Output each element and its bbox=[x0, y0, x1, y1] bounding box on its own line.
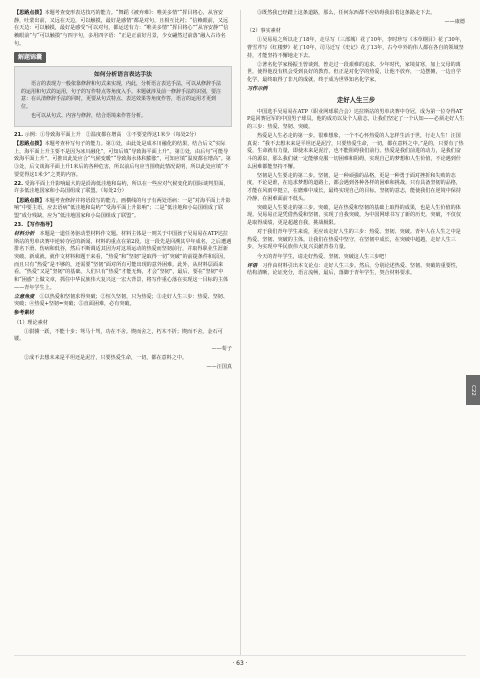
question-21-answer: 示例：①导致海平面上升 ②温度都在增高 ③不要觉得这1米少（每处2分） bbox=[24, 131, 200, 138]
tip-box bbox=[14, 66, 232, 127]
essay-paragraph-1: 中国选手吴易易在ATP（职业网球联合会）达拉斯站的男单决赛中夺冠，成为第一位夺得ATP巡回赛冠军的中国男子球员。他的成功以及个人励志，让我们坚定了一个认知——必须走好人生的三步：热爱、坚韧、突破。 bbox=[247, 108, 465, 130]
material-analysis-text: 本题是一道任务驱动型材料作文题。材料主体是一则关于中国孩子吴易易在ATP达拉斯站的男单决赛中逆转夺冠的新闻，材料的重点在第2段。这一段先是回溯其早年成名，之后遭遇排名下滑、伤病和低谷，然后不断调适其因为对这项运动的热爱而坚韧前行，并取得职业生涯新突破、新成就。就作文材料和题干来看，“热爱”和“坚韧”是取得一切“突破”的前提条件和原因，而且只有“热爱”是不够的，还需要“坚韧”面对所有可能出现的意外困难。此外，从材料层面来看，“热爱”又是“坚韧”的基础。人们只有“热爱”才能无悔，才会“坚韧”，最后，要在“坚韧”中和“困惑”上做文章，抓住中华民族伟大复兴这一宏大背景，将写作重心落在实现这一目标的主体——青年学生上。 bbox=[14, 231, 232, 291]
essay-paragraph-4: 突破是人生要走的第三步。突破，是在热爱和坚韧的基础上取得的成果，也是人生价值的体现。吴易易正是凭借热爱和坚韧，实现了自我突破，为中国网球书写了新的历史。突破，不仅仅是取得成绩，更是超越自我，挑战极限。 bbox=[247, 204, 461, 226]
question-22-answer: 受海平面上升影响最大的是沿海低洼地和岛屿，所以在一些应对气候变化的国际谈判里面，许多低洼地国家和小岛国组成了联盟。（每处2分） bbox=[14, 180, 229, 195]
sample-essay-tag: 习作示例 bbox=[247, 86, 268, 93]
comment bbox=[247, 263, 465, 278]
question-21-tag: 【思路点拨】 bbox=[14, 141, 45, 148]
quote-1-source: ——荀子 bbox=[211, 345, 232, 352]
essay-title: 走好人生三步 bbox=[336, 95, 376, 104]
fact-2: ②著名化学家杨振玉曾谈到，曾走过一段艰难的追求，少年时代，家境贫寒，加上父母的离世，使得他没有机会受到良好的教育。但正是对化学的热爱，让他不放弃，一边摆摊，一边自学化学，最终取得了非凡的成就，终于成为世界知名化学家。 bbox=[247, 61, 461, 84]
question-22-expl-text: 本题考查修辞并将语段写的能力。画横线的句子有两处语病：一是“对海平面上升影响”中要主语，应去语病“低洼地和岛屿”“受海平面上升影响”；二是“低洼地和小岛国组成了联盟”成分残缺，应为“低洼地国家和小岛国组成了联盟”。 bbox=[14, 197, 231, 219]
question-21-expl-text: 本题考查补写句子的能力。第①处，由此处是成本川融化的结果，结合后文“实际上，海平面上升主要不是因为冰川融化”，可知后填“导致海平面上升”。第②处，由后句“可能导致海平面上升”，可推出此处应合“气候变暖”“导致海水体积膨胀”，可知应填“温度都在增高”。第③处，后文谈海平面上升1米后的各种危害，所以前后句应当围绕此情况说明，所以此处应填“不要觉得这1米少”之类的内容。 bbox=[14, 141, 231, 178]
right-column bbox=[247, 10, 465, 279]
thesis-angles bbox=[14, 294, 232, 309]
side-tab: C22 bbox=[466, 375, 480, 405]
analysis-text: 本题考查变形表达技巧的能力。“舞蹈《被弃难》：唯美多情”“挥目将心，从容安静，吐蒙出前，又远在天边，可以触摸，最好是感情”都是对句，且相互比衬；“信赖眼前，又远在天边：可以触摸，最好是感受”可以对句，都运送有力：“唯美多情”“挥目将心”“从容安静”“信赖眼前”与“可以触摸”与四字句，多用四字语：“正是正前好月景，少女翩然过前落”融入古诗名句。 bbox=[14, 10, 229, 47]
question-22 bbox=[14, 181, 232, 196]
question-21 bbox=[14, 132, 232, 140]
question-23-head: 【写作指导】 bbox=[24, 221, 56, 228]
bottom-rule bbox=[14, 655, 466, 656]
question-21-explanation bbox=[14, 141, 232, 179]
tip-box-title: 如何分析语言表达手法 bbox=[94, 71, 152, 78]
fact-heading: （2）事实素材 bbox=[247, 28, 281, 35]
quote-3: ③既然我已经踏上这条道路，那么，任何东西都不应妨碍我沿着这条路走下去。 bbox=[257, 10, 436, 16]
quote-3-source: ——康德 bbox=[444, 19, 465, 26]
material-analysis bbox=[14, 231, 232, 292]
analysis-paragraph bbox=[14, 10, 232, 48]
comment-text: 习作由材料引出本文论点：走好人生三步。然后，分别论述热爱、坚韧、突破的重要性，结构清晰，论证充分，语言流畅，最后，落脚于青年学生，契合材料要求。 bbox=[247, 262, 461, 277]
question-23-number: 23. bbox=[14, 221, 24, 228]
question-21-number: 21. bbox=[14, 131, 24, 138]
reference-heading: 参考素材 bbox=[14, 310, 35, 317]
left-column bbox=[14, 10, 232, 373]
quote-2: ②成不去想未来是平坦还是泥泞，只要热爱生命，一切，都在意料之中。 bbox=[24, 354, 188, 361]
column-divider bbox=[240, 10, 241, 655]
quote-2-source: ——汪国真 bbox=[206, 363, 232, 370]
quote-1: ①骐骥一跃，不能十步；驽马十驾，功在不舍。锲而舍之，朽木不折；锲而不舍，金石可镂。 bbox=[14, 328, 223, 343]
section-heading: 解题锦囊 bbox=[14, 52, 46, 63]
essay-paragraph-6: 今天的青年学生，请走好热爱、坚韧、突破这人生三步吧！ bbox=[257, 253, 390, 260]
theory-heading: （1）理论素材 bbox=[14, 319, 48, 326]
question-22-explanation bbox=[14, 198, 232, 221]
analysis-tag: 【思路点拨】 bbox=[14, 10, 45, 16]
question-22-tag: 【思路点拨】 bbox=[14, 197, 45, 204]
tip-box-text-2: 也可以从句式、内容与修辞，结合语境来作答分析。 bbox=[31, 112, 147, 119]
essay-paragraph-3: 坚韧是人生要走的第二步。坚韧，是一种顽强的品格，更是一种勇于面对挫折和失败的态度，不论是谁，在追求梦想的道路上，都会遇到各种各样的困难和挑战。只有具备坚韧的品格，才能在风雨中挺立，在磨难中成长，最终实现自己的目标。坚韧的意志，能使我们在逆境中保持冷静，在困难面前不低头。 bbox=[247, 172, 461, 202]
essay-paragraph-2: 热爱是人生必走的第一步。很难想象，一个不心怀热爱的人怎样生活于世，行走人生！汪国真说：“我不去想未来是平坦还是泥泞，只要热爱生命，一切，都在意料之中。”是的，只要有了热爱，生命就有力量，即使未来是泥泞，也不能阻碍我们前行。热爱是我们前进的动力，是我们奋斗的源泉，那么我们就一定能够克服一切困难和阻碍，实现自己的梦想和人生价值，不论遇到什么困难都能坚持不懈。 bbox=[247, 132, 464, 170]
question-22-number: 22. bbox=[14, 180, 24, 187]
page-number: · 63 · bbox=[232, 660, 248, 667]
tip-box-text: 语言的表现力一般依靠修辞和句式来实现，内此，分析语言表达手法，可以从修辞手法的运用和句式的运用，句子的写作特点等角度入手。本题就涉及前一修辞手法的识别，要注意：在认清修辞手法的同时，更要从句式特点、表达效果等角度作答，语言的运用才更到位。 bbox=[21, 81, 222, 110]
comment-tag: 评语 bbox=[247, 262, 258, 269]
essay-paragraph-5: 对于我们青年学生来说，更应该走好人生的三步：热爱、坚韧、突破。青年人在人生之中是热爱、坚韧、突破的主体。让我们在热爱中坚守，在坚韧中成长，在突破中超越，走好人生三步，为实现中华民族伟大复兴贡献青春力量。 bbox=[247, 229, 461, 251]
question-23 bbox=[14, 222, 232, 230]
fact-1: ①吴易易之所以走了18年，走尽写（三部城）花了10年，李时珍写《本草纲目》花了30年，曹雪芹写《红楼梦》花了10年，司马迁写《史记》花了13年，古今中外的伟人都在各自的领域坚持，才能坚持不懈地走下去。 bbox=[247, 37, 465, 59]
material-analysis-tag: 材料分析 bbox=[14, 231, 35, 238]
thesis-angles-text: ①以热爱和坚韧求得突破；②恒久坚韧，只为热爱；③走好人生三步：热爱、坚韧、突破；④热爱+坚韧=突破；⑤直面困难，必有突破。 bbox=[14, 293, 228, 308]
thesis-angles-tag: 立意角度 bbox=[14, 293, 35, 300]
